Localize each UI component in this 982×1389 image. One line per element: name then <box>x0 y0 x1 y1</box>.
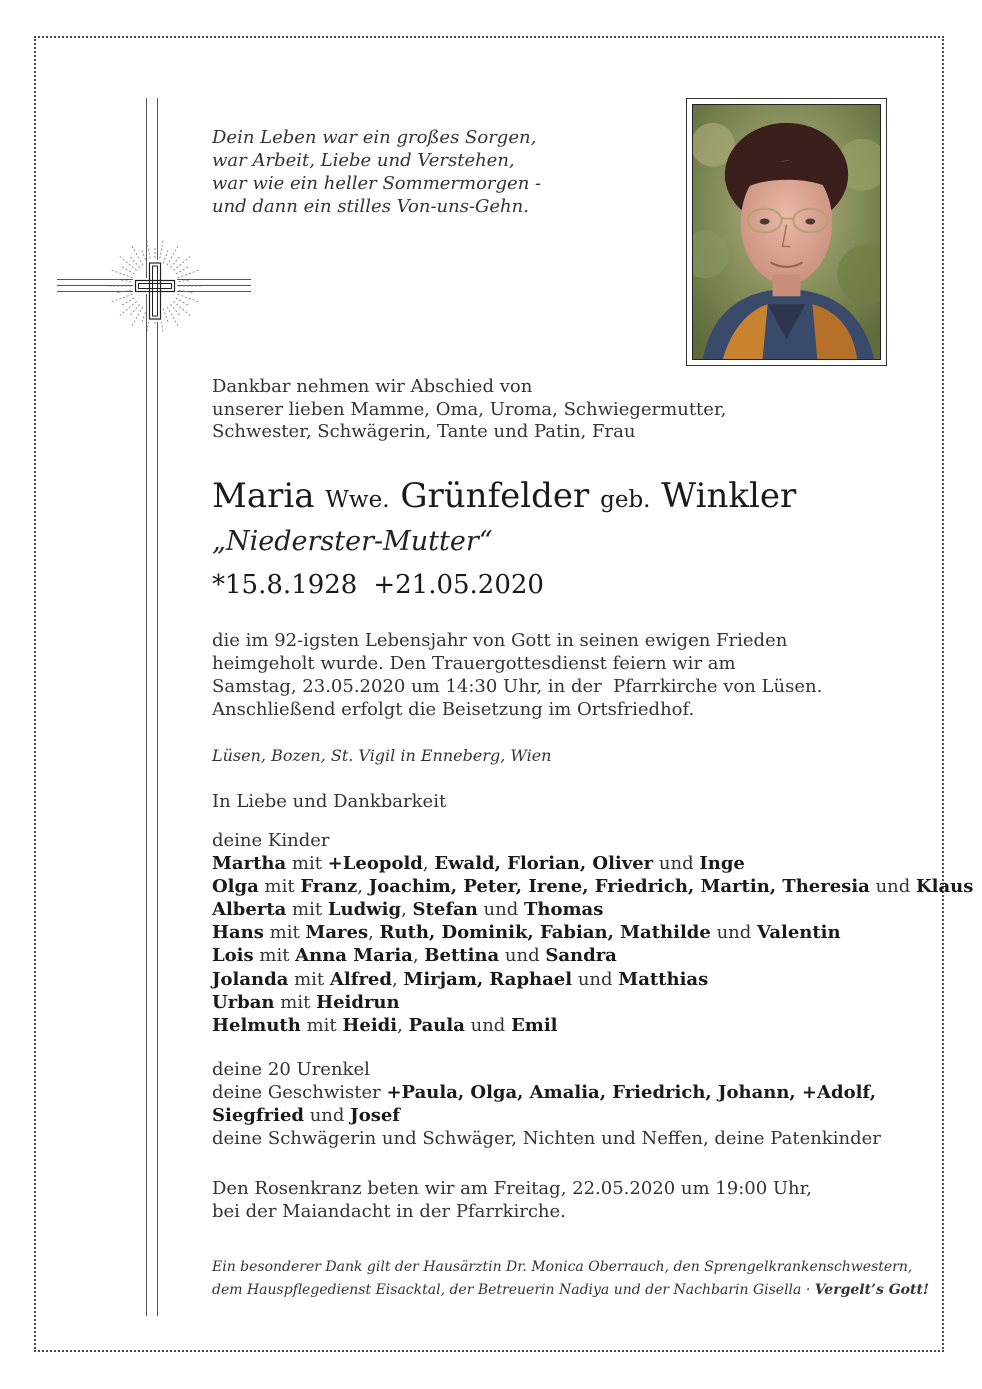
partner-name: Anna Maria <box>295 945 413 967</box>
portrait-photo-frame <box>686 98 887 366</box>
grandchildren-names: Paula <box>408 1014 465 1036</box>
mit: mit <box>294 968 325 990</box>
born-label: geb. <box>600 487 651 513</box>
death-date: +21.05.2020 <box>373 570 544 600</box>
partner-name: Alfred <box>329 968 392 990</box>
widow-label: Wwe. <box>325 487 390 513</box>
grandchild-name: Matthias <box>618 968 709 990</box>
child-name: Helmuth <box>212 1014 301 1036</box>
birth-date: *15.8.1928 <box>212 570 358 600</box>
und: und <box>470 1014 506 1036</box>
mit: mit <box>291 853 322 875</box>
poem-line: Dein Leben war ein großes Sorgen, <box>212 127 537 148</box>
partner-name: +Leopold <box>327 853 423 875</box>
thanks-text <box>212 1256 930 1302</box>
sibling-name: Josef <box>350 1105 401 1127</box>
grandchild-name: Emil <box>511 1014 558 1036</box>
child-row: Hans mit Mares, Ruth, Dominik, Fabian, Mathilde und Valentin <box>212 922 841 944</box>
grandchildren-names: Bettina <box>424 945 500 967</box>
mit: mit <box>306 1014 337 1036</box>
thanks-line: dem Hauspflegedienst Eisacktal, der Betreuerin Nadiya und der Nachbarin Gisella · <box>212 1282 811 1298</box>
surname: Grünfelder <box>400 476 590 516</box>
child-name: Hans <box>212 922 264 944</box>
radiant-cross-icon <box>104 238 206 340</box>
partner-name: Mares <box>305 922 369 944</box>
child-row: Alberta mit Ludwig, Stefan und Thomas <box>212 899 604 921</box>
intro-line: Dankbar nehmen wir Abschied von <box>212 376 533 397</box>
grandchild-name: Inge <box>699 853 745 875</box>
siblings-line-2 <box>212 1104 932 1127</box>
intro-text <box>212 376 932 444</box>
und: und <box>309 1105 345 1127</box>
mit: mit <box>259 945 290 967</box>
child-row: Martha mit +Leopold, Ewald, Florian, Oliver und Inge <box>212 853 745 875</box>
child-name: Olga <box>212 876 259 898</box>
poem-line: war Arbeit, Liebe und Verstehen, <box>212 150 515 171</box>
service-line: heimgeholt wurde. Den Trauergottesdienst feiern wir am <box>212 653 736 674</box>
poem-line: und dann ein stilles Von-uns-Gehn. <box>212 196 529 217</box>
partner-name: Heidrun <box>316 991 400 1013</box>
grandchildren-names: Ruth, Dominik, Fabian, Mathilde <box>379 922 711 944</box>
grandchildren-names: Ewald, Florian, Oliver <box>434 853 654 875</box>
inlaws-line: deine Schwägerin und Schwäger, Nichten und Neffen, deine Patenkinder <box>212 1128 881 1150</box>
first-name: Maria <box>212 476 315 516</box>
und: und <box>658 853 694 875</box>
partner-name: Ludwig <box>327 899 402 921</box>
child-row <box>212 991 932 1014</box>
portrait-photo <box>692 104 881 360</box>
child-row: Jolanda mit Alfred, Mirjam, Raphael und Matthias <box>212 968 709 990</box>
intro-line: unserer lieben Mamme, Oma, Uroma, Schwiegermutter, <box>212 398 727 420</box>
mit: mit <box>264 876 295 898</box>
child-name: Urban <box>212 991 275 1013</box>
sibling-name: Siegfried <box>212 1105 304 1127</box>
grandchildren-names: Stefan <box>412 899 478 921</box>
siblings-names: +Paula, Olga, Amalia, Friedrich, Johann, +Adolf, <box>386 1082 877 1104</box>
service-line: Anschließend erfolgt die Beisetzung im Ortsfriedhof. <box>212 699 695 720</box>
places: Lüsen, Bozen, St. Vigil in Enneberg, Wien <box>212 746 552 765</box>
siblings-line <box>212 1081 932 1104</box>
grandchild-name: Thomas <box>524 899 604 921</box>
und: und <box>577 968 613 990</box>
life-dates <box>212 566 932 604</box>
und: und <box>483 899 519 921</box>
great-grandchildren: deine 20 Urenkel <box>212 1059 370 1080</box>
service-line: Samstag, 23.05.2020 um 14:30 Uhr, in der Pfarrkirche von Lüsen. <box>212 676 823 697</box>
service-text <box>212 629 932 721</box>
child-name: Lois <box>212 945 254 967</box>
child-row: Lois mit Anna Maria, Bettina und Sandra <box>212 945 617 967</box>
child-name: Martha <box>212 853 287 875</box>
und: und <box>875 876 911 898</box>
relatives-list <box>212 1058 932 1150</box>
poem-line: war wie ein heller Sommermorgen - <box>212 173 542 194</box>
child-row: Helmuth mit Heidi, Paula und Emil <box>212 1014 558 1036</box>
nickname: „Niederster-Mutter“ <box>212 526 493 557</box>
child-name: Alberta <box>212 899 287 921</box>
thanks-line: Ein besonderer Dank gilt der Hausärztin Dr. Monica Oberrauch, den Sprengelkrankenschwestern, <box>212 1259 913 1275</box>
grandchild-name: Valentin <box>757 922 841 944</box>
und: und <box>716 922 752 944</box>
child-row: Olga mit Franz, Joachim, Peter, Irene, Friedrich, Martin, Theresia und Klaus <box>212 876 974 898</box>
siblings-label: deine Geschwister <box>212 1082 381 1104</box>
partner-name: Franz <box>300 876 358 898</box>
deceased-name <box>212 474 932 522</box>
mit: mit <box>269 922 300 944</box>
partner-name: Heidi <box>342 1014 398 1036</box>
und: und <box>504 945 540 967</box>
rosary-text <box>212 1177 932 1223</box>
children-list <box>212 829 974 1037</box>
mit: mit <box>292 899 323 921</box>
children-label: deine Kinder <box>212 830 330 851</box>
maiden-name: Winkler <box>661 476 797 516</box>
grandchildren-names: Mirjam, Raphael <box>403 968 573 990</box>
grandchild-name: Klaus <box>916 876 974 898</box>
rosary-line: bei der Maiandacht in der Pfarrkirche. <box>212 1201 566 1222</box>
service-line: die im 92-igsten Lebensjahr von Gott in seinen ewigen Frieden <box>212 630 788 651</box>
love-line: In Liebe und Dankbarkeit <box>212 791 447 812</box>
poem <box>212 126 652 218</box>
intro-line: Schwester, Schwägerin, Tante und Patin, Frau <box>212 421 636 442</box>
mit: mit <box>280 991 311 1013</box>
grandchild-name: Sandra <box>545 945 617 967</box>
rosary-line: Den Rosenkranz beten wir am Freitag, 22.05.2020 um 19:00 Uhr, <box>212 1178 813 1199</box>
grandchildren-names: Joachim, Peter, Irene, Friedrich, Martin, Theresia <box>368 876 870 898</box>
thanks-closing: Vergelt’s Gott! <box>814 1282 930 1298</box>
child-name: Jolanda <box>212 968 289 990</box>
